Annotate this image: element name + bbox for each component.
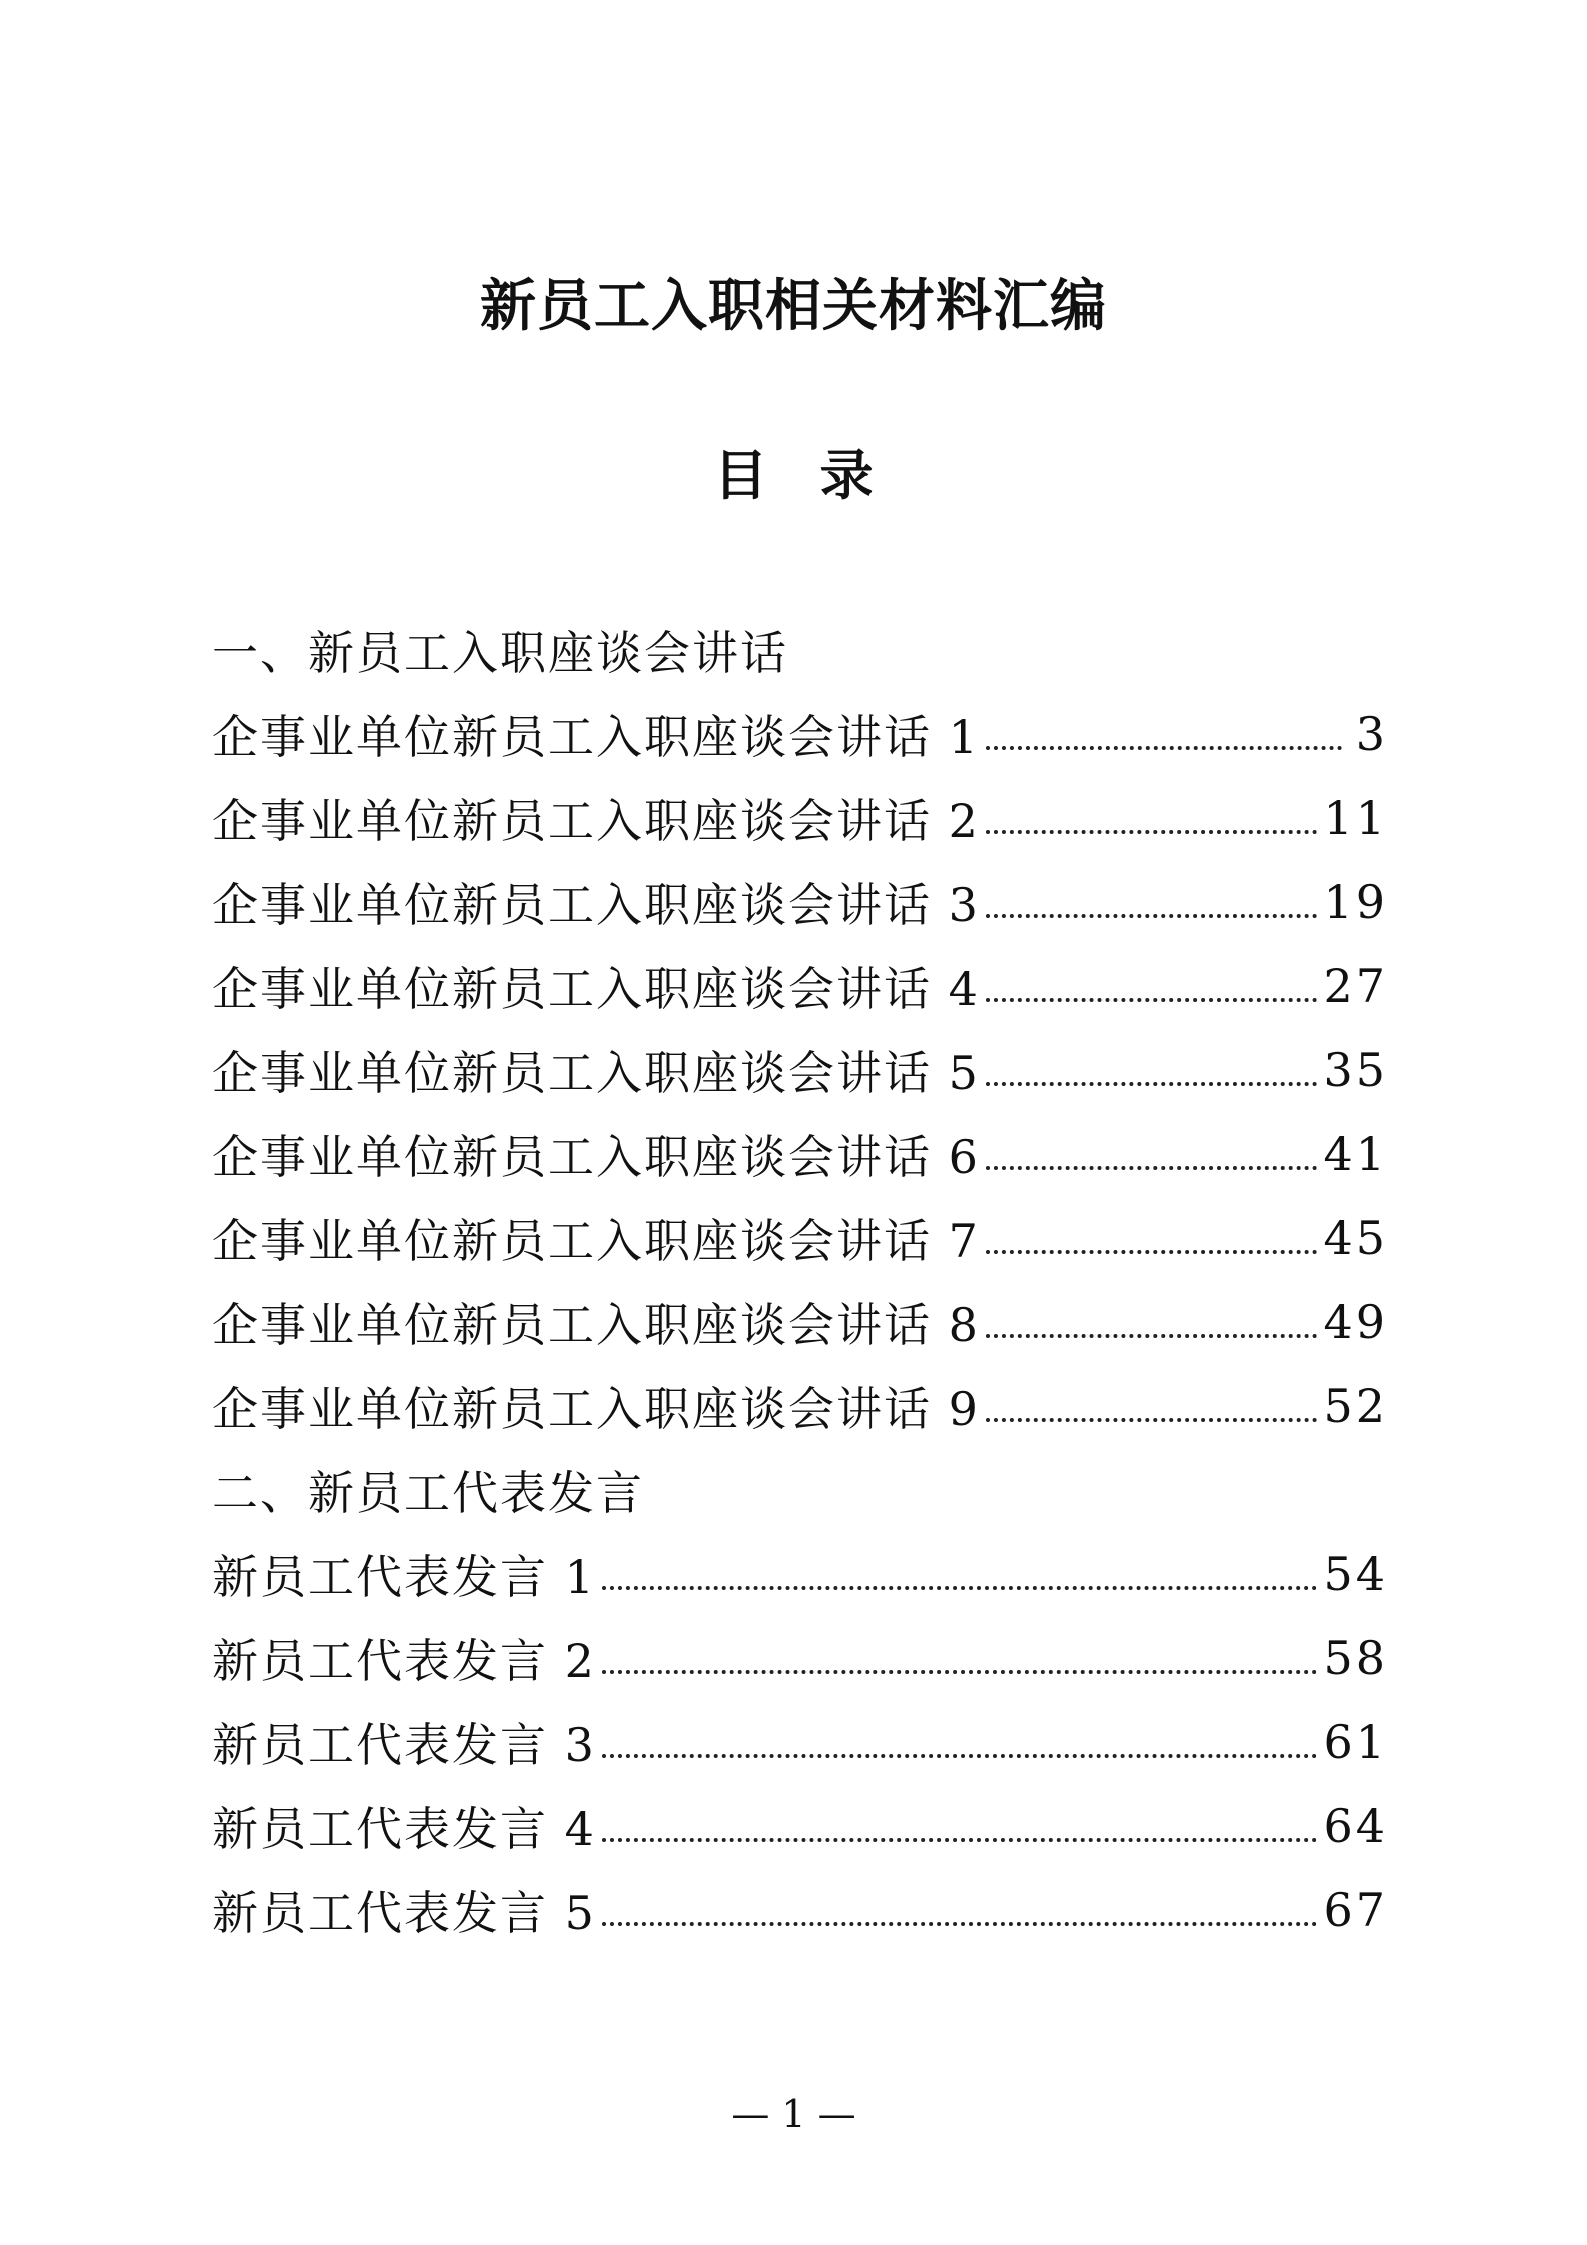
dot-leader <box>986 1250 1318 1254</box>
toc-entry-title: 企事业单位新员工入职座谈会讲话 4 <box>212 962 980 1016</box>
toc-entry-title: 企事业单位新员工入职座谈会讲话 9 <box>212 1382 980 1436</box>
toc-entry[interactable] <box>212 1364 1388 1448</box>
toc-entry[interactable] <box>212 1112 1388 1196</box>
dot-leader <box>986 1418 1318 1422</box>
toc-entry-page: 19 <box>1323 875 1388 929</box>
toc-entry[interactable] <box>212 1700 1388 1784</box>
dot-leader <box>986 1166 1318 1170</box>
toc-entry[interactable] <box>212 860 1388 944</box>
toc-entry-title: 企事业单位新员工入职座谈会讲话 8 <box>212 1298 980 1352</box>
toc-entry-title: 企事业单位新员工入职座谈会讲话 1 <box>212 710 980 764</box>
toc-entry-title: 新员工代表发言 4 <box>212 1802 596 1856</box>
toc-entry-page: 67 <box>1323 1883 1388 1937</box>
toc-entry-page: 61 <box>1323 1715 1388 1769</box>
toc-entry[interactable] <box>212 1532 1388 1616</box>
toc-entry-title: 企事业单位新员工入职座谈会讲话 7 <box>212 1214 980 1268</box>
toc-entry[interactable] <box>212 1280 1388 1364</box>
toc-entry-page: 41 <box>1323 1127 1388 1181</box>
dot-leader <box>602 1754 1318 1758</box>
toc-entry-page: 11 <box>1323 791 1388 845</box>
toc-entry-page: 58 <box>1323 1631 1388 1685</box>
dot-leader <box>986 1334 1318 1338</box>
toc-entry-page: 52 <box>1323 1379 1388 1433</box>
toc-entry-page: 64 <box>1323 1799 1388 1853</box>
toc-entry-title: 新员工代表发言 5 <box>212 1886 596 1940</box>
dot-leader <box>986 998 1318 1002</box>
dot-leader <box>986 746 1342 750</box>
toc-entry-title: 企事业单位新员工入职座谈会讲话 6 <box>212 1130 980 1184</box>
toc-entry[interactable] <box>212 1028 1388 1112</box>
toc-entry-title: 企事业单位新员工入职座谈会讲话 3 <box>212 878 980 932</box>
toc-entry-page: 35 <box>1323 1043 1388 1097</box>
toc-entry-title: 新员工代表发言 2 <box>212 1634 596 1688</box>
footer-page-number: — 1 — <box>731 2092 856 2136</box>
dot-leader <box>986 830 1318 834</box>
toc-entry[interactable] <box>212 1868 1388 1952</box>
toc-entry[interactable] <box>212 1196 1388 1280</box>
dot-leader <box>602 1670 1318 1674</box>
dot-leader <box>602 1586 1318 1590</box>
toc-entry-title: 新员工代表发言 3 <box>212 1718 596 1772</box>
toc-entry[interactable] <box>212 776 1388 860</box>
toc-entry-page: 49 <box>1323 1295 1388 1349</box>
toc-entry-title: 企事业单位新员工入职座谈会讲话 5 <box>212 1046 980 1100</box>
dot-leader <box>986 914 1318 918</box>
toc-section-heading: 二、新员工代表发言 <box>212 1466 644 1520</box>
toc-section-heading: 一、新员工入职座谈会讲话 <box>212 626 788 680</box>
toc-entry-title: 新员工代表发言 1 <box>212 1550 596 1604</box>
toc-entry[interactable] <box>212 1784 1388 1868</box>
dot-leader <box>986 1082 1318 1086</box>
toc-entry-page: 54 <box>1323 1547 1388 1601</box>
toc-entry-title: 企事业单位新员工入职座谈会讲话 2 <box>212 794 980 848</box>
toc-entry[interactable] <box>212 944 1388 1028</box>
toc-entry[interactable] <box>212 692 1388 776</box>
table-of-contents <box>212 608 1388 1952</box>
toc-entry-page: 45 <box>1323 1211 1388 1265</box>
dot-leader <box>602 1838 1318 1842</box>
toc-entry-page: 27 <box>1323 959 1388 1013</box>
toc-entry-page: 3 <box>1355 707 1388 761</box>
dot-leader <box>602 1922 1318 1926</box>
toc-entry[interactable] <box>212 1616 1388 1700</box>
document-title: 新员工入职相关材料汇编 <box>480 273 1107 339</box>
toc-heading: 目录 <box>713 443 926 507</box>
